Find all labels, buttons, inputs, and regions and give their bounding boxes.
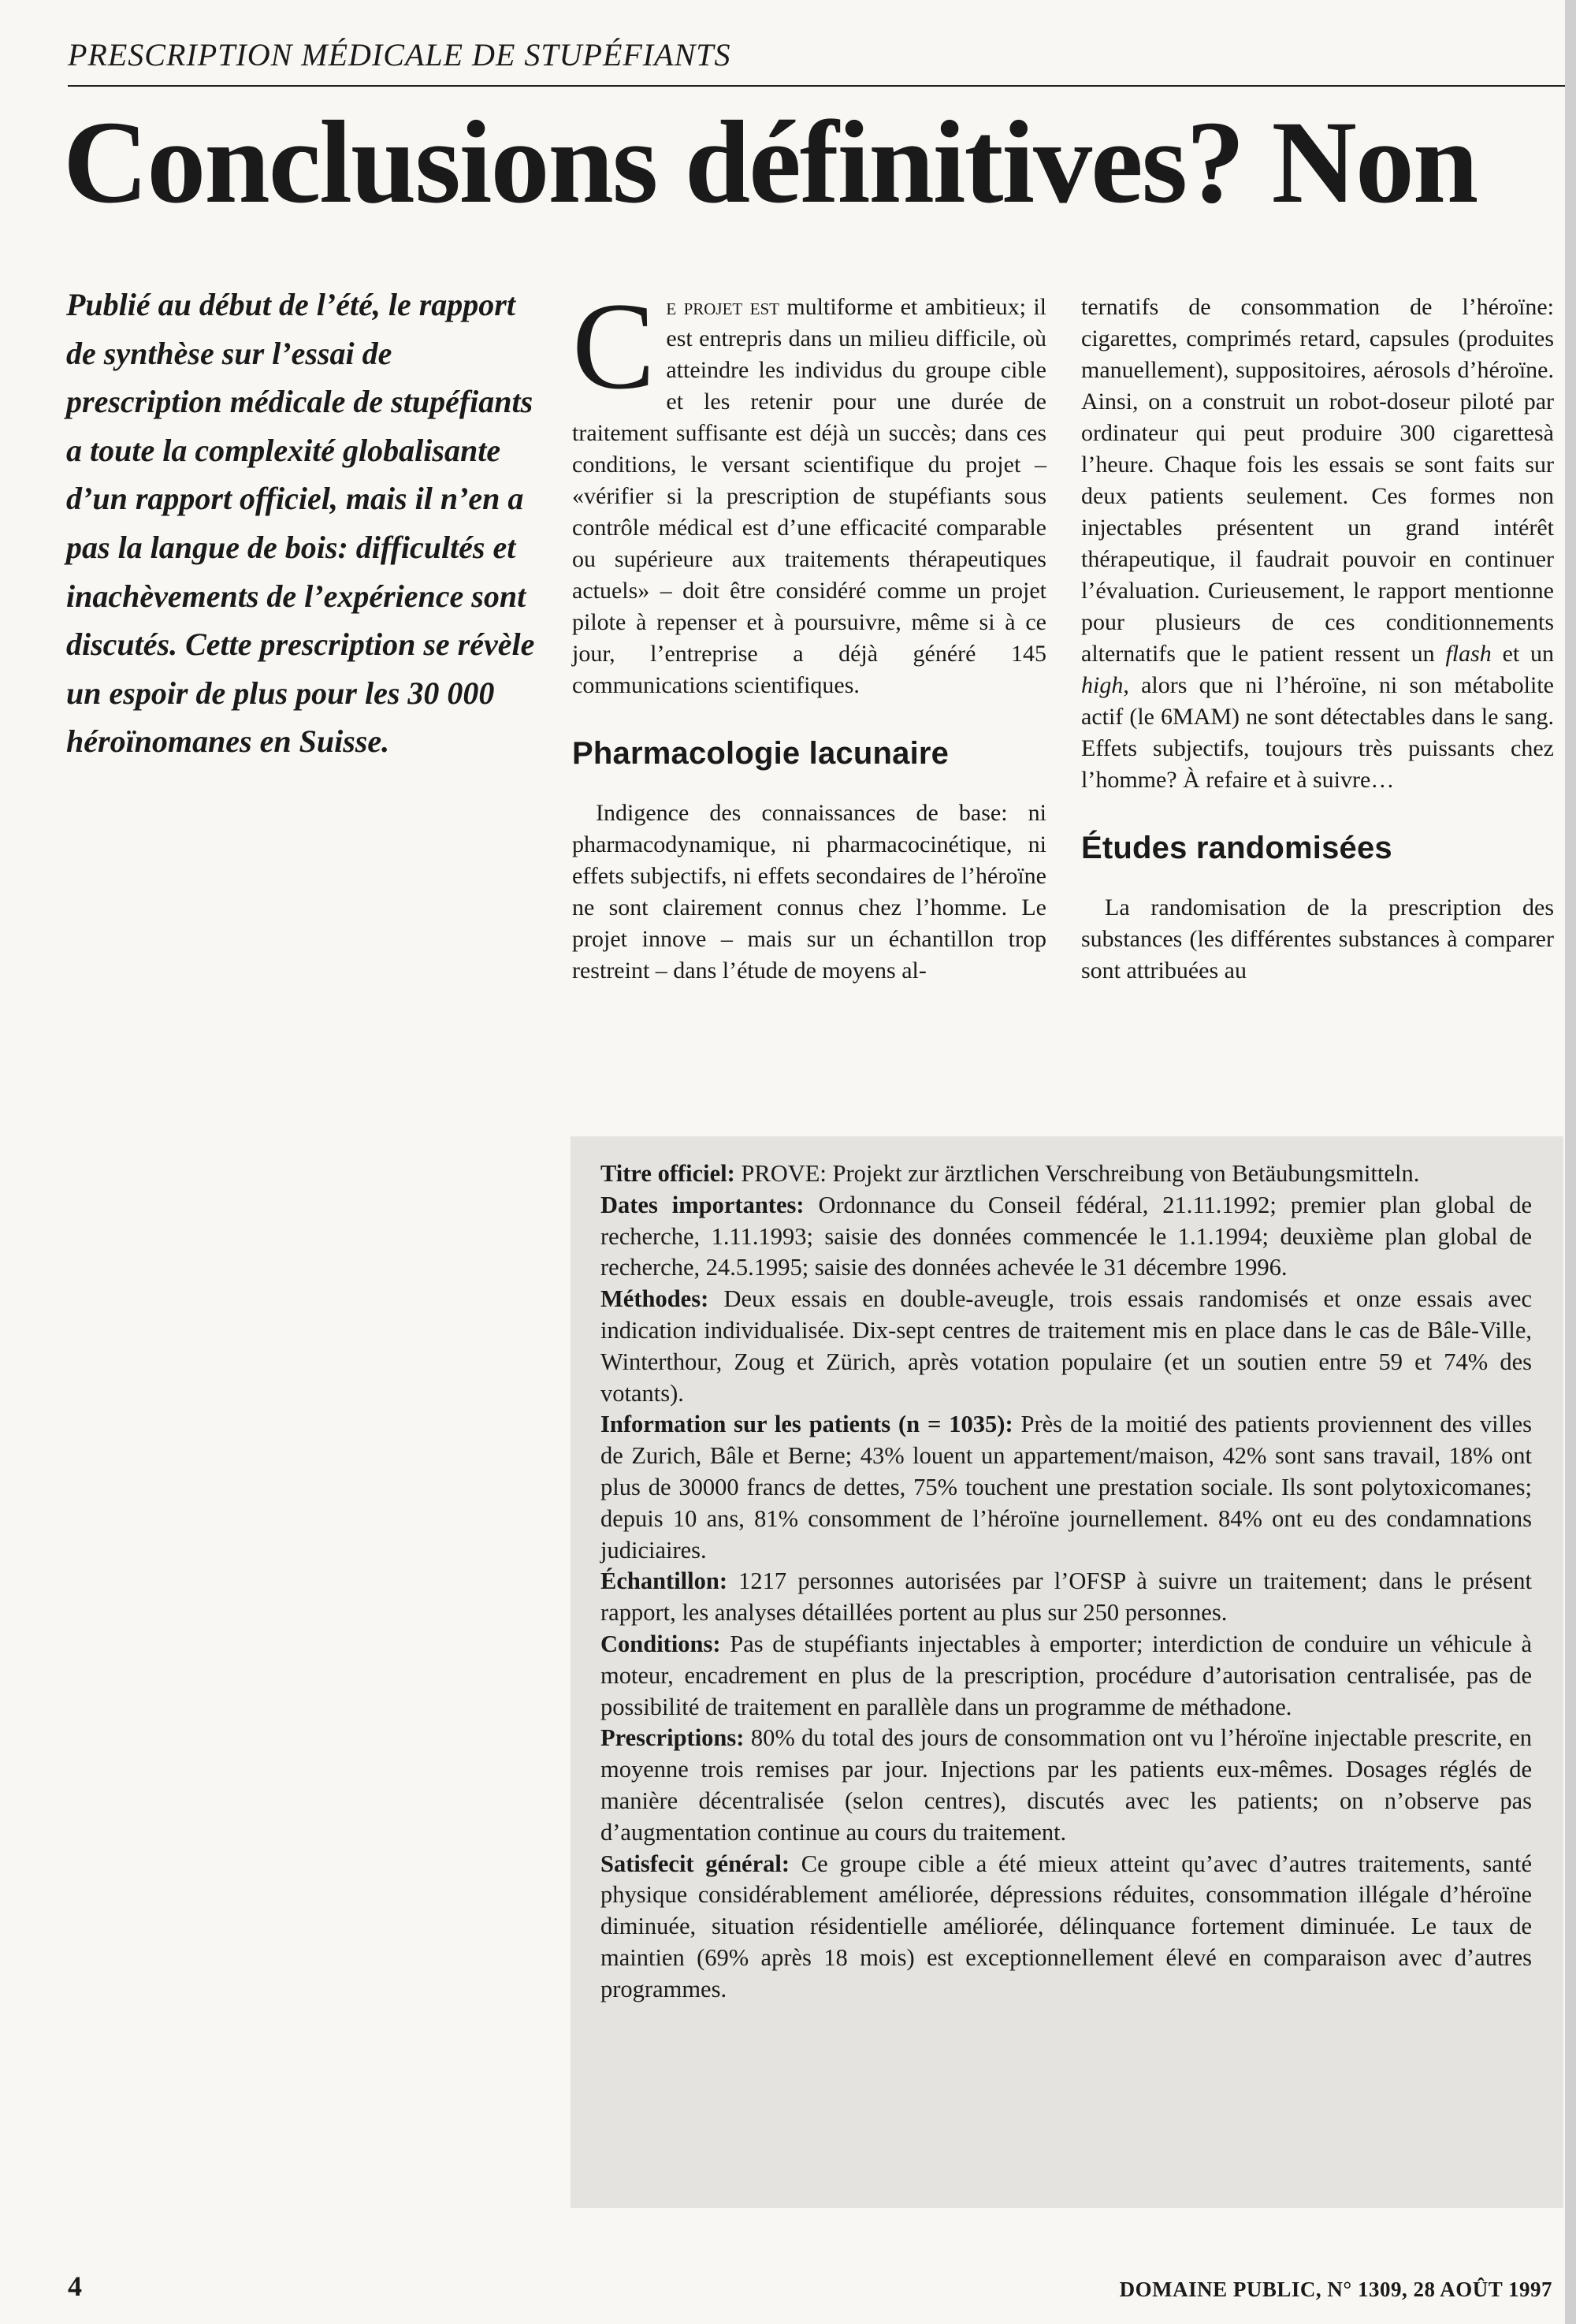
article-paragraph: Indigence des connaissances de base: ni pharmacodynamique, ni pharmacocinétique, ni effets subjectifs, ni effets secondaires de l’héroïne ne sont clairement connus chez l’homme. Le projet innove – mais sur un échantillon trop restreint – dans l’étude de moyens al- bbox=[572, 800, 1046, 984]
standfirst: Publié au début de l’été, le rapport de synthèse sur l’essai de prescription médicale de stupéfiants a toute la complexité globalisante d’un rapport officiel, mais il n’en a pas la langue de bois: difficultés et inachèvements de l’expérience sont discutés. Cette prescription se révèle un espoir de plus pour les 30 000 héroïnomanes en Suisse. bbox=[66, 287, 535, 760]
article-column-1 bbox=[572, 277, 1046, 987]
page-edge-shadow bbox=[1565, 0, 1576, 2324]
headline: Conclusions définitives? Non bbox=[63, 97, 1478, 228]
info-item: Méthodes: Deux essais en double-aveugle, trois essais randomisés et onze essais avec indication individualisée. Dix-sept centres de traitement mis en place dans le cas de Bâle-Ville, Winterthour, Zoug et Zürich, après votation populaire (et un soutien entre 59 et 74% des votants). bbox=[600, 1285, 1532, 1407]
drop-cap: C bbox=[572, 277, 656, 415]
issue-line: DOMAINE PUBLIC, N° 1309, 28 AOÛT 1997 bbox=[1119, 2278, 1552, 2301]
article-paragraph: La randomisation de la prescription des substances (les différentes substances à comparer sont attribuées au bbox=[1081, 894, 1554, 984]
info-box bbox=[571, 1136, 1563, 2208]
subheading: Pharmacologie lacunaire bbox=[572, 736, 950, 771]
section-kicker: PRESCRIPTION MÉDICALE DE STUPÉFIANTS bbox=[68, 37, 731, 73]
page-number: 4 bbox=[68, 2270, 82, 2302]
info-item: Information sur les patients (n = 1035): Près de la moitié des patients proviennent des villes de Zurich, Bâle et Berne; 43% louent un appartement/maison, 42% sont sans travail, 18% ont plus de 30000 francs de dettes, 75% touchent une prestation sociale. Ils sont polytoxicomanes; depuis 10 ans, 81% consomment de l’héroïne journellement. 84% ont eu des condamnations judiciaires. bbox=[600, 1411, 1532, 1564]
article-paragraph: ternatifs de consommation de l’héroïne: cigarettes, comprimés retard, capsules (produites manuellement), suppositoires, aérosols d’héroïne. Ainsi, on a construit un robot-doseur piloté par ordinateur qui peut produire 300 cigarettesà l’heure. Chaque fois les essais se sont faits sur deux patients seulement. Ces formes non injectables présentent un grand intérêt thérapeutique, il faudrait pouvoir en continuer l’évaluation. Curieusement, le rapport mentionne pour plusieurs de ces conditionnements alternatifs que le patient ressent un flash et un high, alors que ni l’héroïne, ni son métabolite actif (le 6MAM) ne sont détectables dans le sang. Effets subjectifs, toujours très puissants chez l’homme? À refaire et à suivre… bbox=[1081, 294, 1554, 793]
info-item: Conditions: Pas de stupéfiants injectables à emporter; interdiction de conduire un véhicule à moteur, encadrement en plus de la prescription, procédure d’autorisation centralisée, pas de possibilité de traitement en parallèle dans un programme de méthadone. bbox=[600, 1630, 1532, 1720]
article-column-2 bbox=[1081, 292, 1554, 987]
info-item: Échantillon: 1217 personnes autorisées par l’OFSP à suivre un traitement; dans le présent rapport, les analyses détaillées portent au plus sur 250 personnes. bbox=[600, 1567, 1532, 1627]
subheading: Études randomisées bbox=[1081, 831, 1392, 865]
lead-in: e projet est bbox=[666, 294, 779, 320]
article-paragraph: Ce projet est multiforme et ambitieux; il est entrepris dans un milieu difficile, où atteindre les individus du groupe cible et les retenir pour une durée de traitement suffisante est déjà un succès; dans ces conditions, le versant scientifique du projet – «vérifier si la prescription de stupéfiants sous contrôle médical est d’une efficacité comparable ou supérieure aux traitements thérapeutiques actuels» – doit être considéré comme un projet pilote à repenser et à poursuivre, même si à ce jour, l’entreprise a déjà généré 145 communications scientifiques. bbox=[572, 277, 1046, 698]
info-item: Prescriptions: 80% du total des jours de consommation ont vu l’héroïne injectable prescrite, en moyenne trois remises par jour. Injections par les patients eux-mêmes. Dosages réglés de manière décentralisée (selon centres), discutés avec les patients; on n’observe pas d’augmentation continue au cours du traitement. bbox=[600, 1724, 1532, 1846]
info-item: Titre officiel: PROVE: Projekt zur ärztlichen Verschreibung von Betäubungsmitteln. bbox=[600, 1160, 1420, 1187]
info-item: Dates importantes: Ordonnance du Conseil fédéral, 21.11.1992; premier plan global de recherche, 1.11.1993; saisie des données commencée le 1.1.1994; deuxième plan global de recherche, 24.5.1995; saisie des données achevée le 31 décembre 1996. bbox=[600, 1191, 1533, 1281]
header-rule bbox=[68, 85, 1565, 87]
info-item: Satisfecit général: Ce groupe cible a été mieux atteint qu’avec d’autres traitements, santé physique considérablement améliorée, dépressions réduites, consommation illégale d’héroïne diminuée, situation résidentielle améliorée, délinquance fortement diminuée. Le taux de maintien (69% après 18 mois) est exceptionnellement élevé en comparaison avec d’autres programmes. bbox=[600, 1850, 1532, 2002]
